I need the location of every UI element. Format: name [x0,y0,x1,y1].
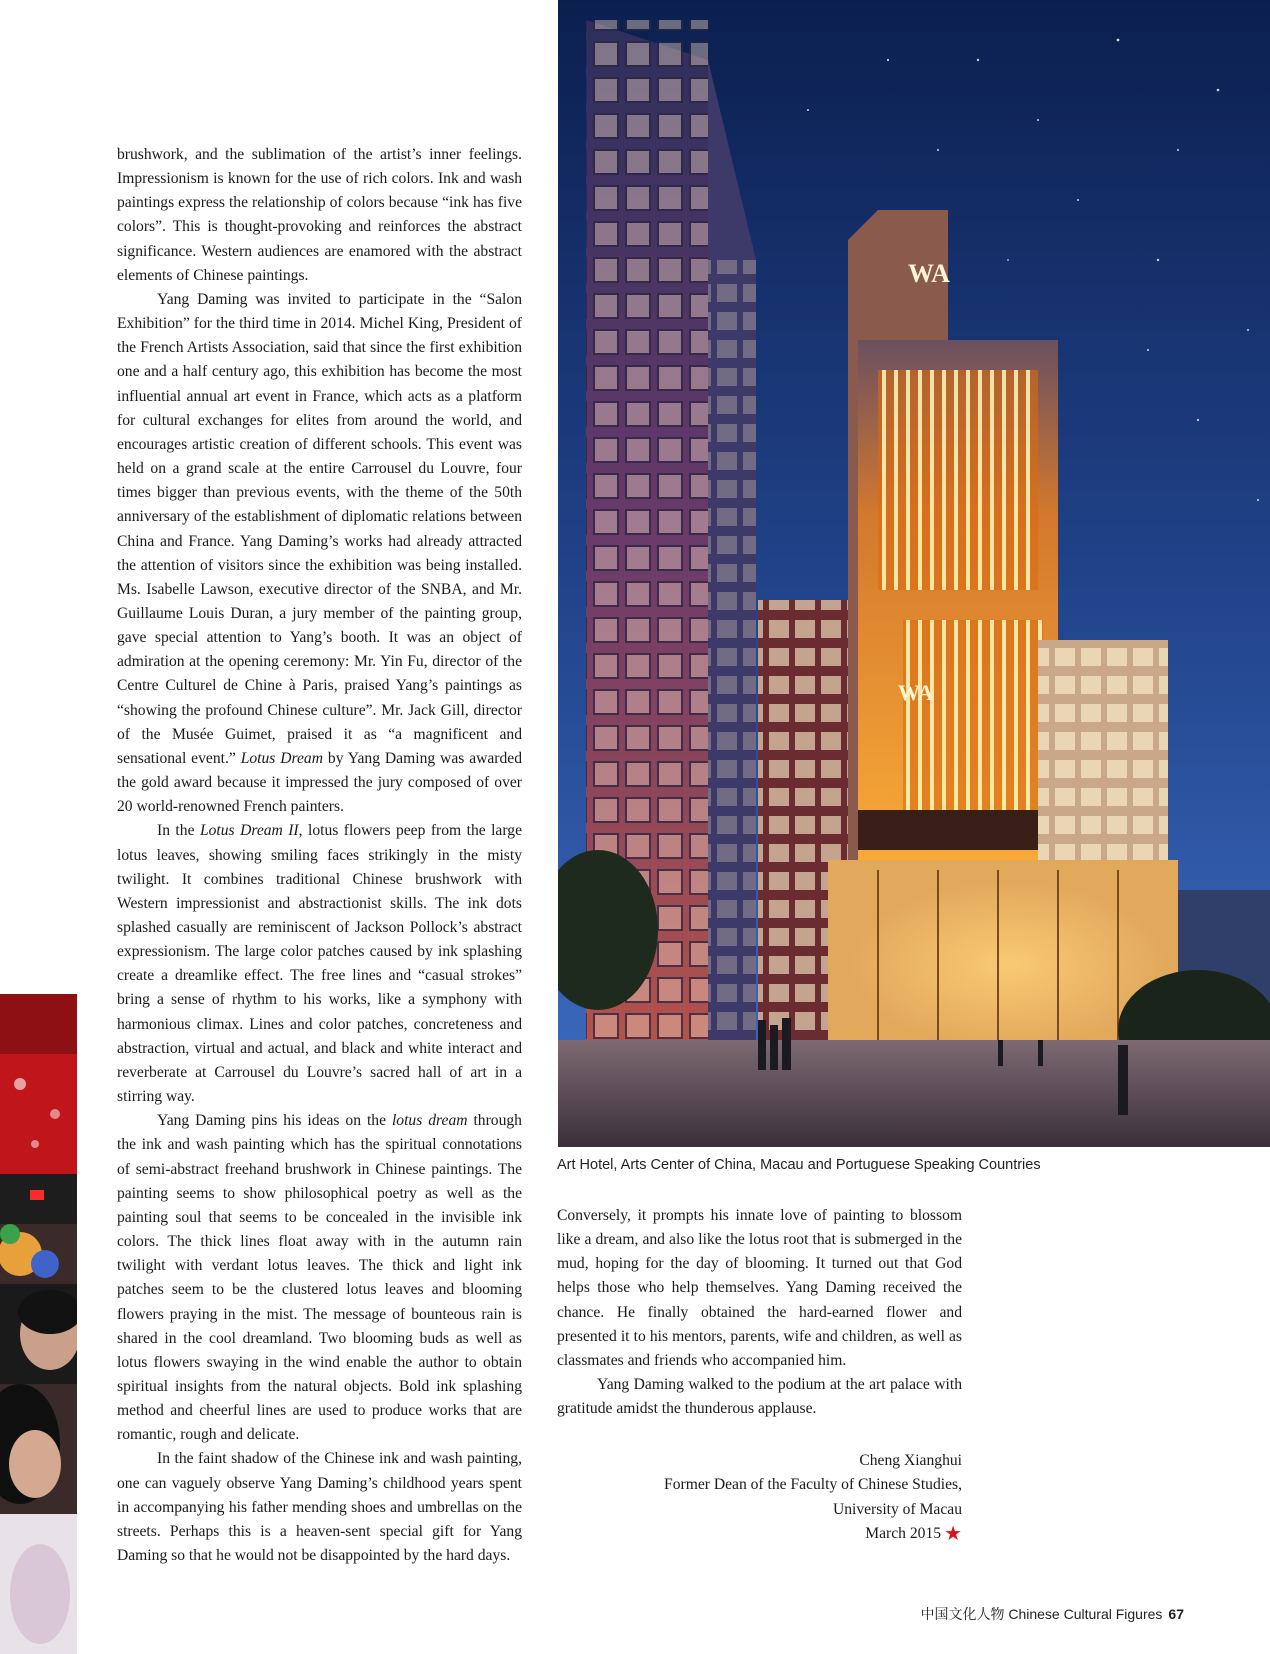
paragraph: Yang Daming was invited to participate in the “Salon Exhibition” for the third time in 2014. Michel King, President of the French Artists Association, said that since the first exhibition one and a half century ago, this exhibition has become the most influential annual art event in France, which acts as a platform for cultural exchanges for elites from around the world, and encourages artistic creation of different schools. This event was held on a grand scale at the entire Carrousel du Louvre, four times bigger than previous events, with the theme of the 50th anniversary of the establishment of diplomatic relations between China and France. Yang Daming’s works had already attracted the attention of visitors since the exhibition was being installed. Ms. Isabelle Lawson, executive director of the SNBA, and Mr. Guillaume Louis Duran, a jury member of the painting group, gave special attention to Yang’s booth. It was an object of admiration at the opening ceremony: Mr. Yin Fu, director of the Centre Culturel de Chine à Paris, praised Yang’s paintings as “showing the profound Chinese culture”. Mr. Jack Gill, director of the Musée Guimet, praised it as “a magnificent and sensational event.” Lotus Dream by Yang Daming was awarded the gold award because it impressed the jury composed of over 20 world-renowned French painters. [117,290,523,816]
hotel-sign-top: WA [908,259,950,288]
author-signature [557,1449,962,1546]
author-institution: University of Macau [832,1500,962,1518]
paragraph: Yang Daming walked to the podium at the art palace with gratitude amidst the thunderous applause. [557,1376,962,1418]
author-date-line [557,1522,962,1546]
paragraph: Yang Daming pins his ideas on the lotus dream through the ink and wash painting which has the spiritual connotations of semi-abstract freehand brushwork in Chinese paintings. The painting seems to show philosophical poetry as well as the painting soul that seems to be concealed in the invisible ink colors. The thick lines float away with in the autumn rain twilight with verdant lotus leaves. The thick and light ink patches seem to be the clustered lotus leaves and blooming flowers praying in the mist. The message of bounteous rain is shared in the cool dreamland. Two blooming buds as well as lotus flowers swaying in the wind enable the author to obtain spiritual insights from the natural objects. Bold ink splashing method and cheerful lines are used to produce works that are romantic, rough and delicate. [117,1112,522,1444]
author-name: Cheng Xianghui [859,1452,962,1469]
star-icon: ★ [944,1522,962,1545]
paragraph: In the faint shadow of the Chinese ink and wash painting, one can vaguely observe Yang Daming’s childhood years spent in accompanying his father mending shoes and umbrellas on the streets. Perhaps this is a heaven-sent special gift for Yang Daming so that he would not be disappointed by the hard days. [117,1450,522,1565]
page-footer [920,1604,1184,1624]
italic-title: Lotus Dream II [199,822,299,840]
paragraph: In the Lotus Dream II, lotus flowers peep from the large lotus leaves, showing smiling faces strikingly in the misty twilight. It combines traditional Chinese brushwork with Western impressionist and abstractionist skills. The ink dots splashed casually are reminiscent of Jackson Pollock’s abstract expressionism. The large color patches caused by ink splashing create a dreamlike effect. The free lines and “casual strokes” bring a sense of rhythm to his works, like a symphony with harmonious climax. Lines and color patches, concreteness and abstraction, virtual and actual, and black and white interact and reverberate at Carrousel du Louvre’s sacred hall of art in a stirring way. [117,822,522,1106]
photo-caption: Art Hotel, Arts Center of China, Macau and Portuguese Speaking Countries [557,1157,1041,1173]
paragraph: Conversely, it prompts his innate love of painting to blossom like a dream, and also like the lotus root that is submerged in the mud, hoping for the day of blooming. It turned out that God helps those who help themselves. Yang Daming received the chance. He finally obtained the hard-earned flower and presented it to his mentors, parents, wife and children, as well as classmates and friends who accompanied him. [557,1207,962,1369]
italic-title: Lotus Dream [240,749,323,767]
article-right-column [557,1204,962,1421]
author-title: Former Dean of the Faculty of Chinese Studies, [664,1476,962,1494]
page-number: 67 [1168,1606,1184,1622]
italic-title: lotus dream [391,1112,468,1130]
edge-photo-crowd [0,994,77,1654]
paragraph: brushwork, and the sublimation of the artist’s inner feelings. Impressionism is known for the use of rich colors. Ink and wash paintings express the relationship of colors because “ink has five colors”. This is thought-provoking and reinforces the abstract significance. Western audiences are enamored with the abstract elements of Chinese paintings. [117,146,522,284]
hotel-sign-middle: WA [898,680,934,705]
magazine-name: 中国文化人物 Chinese Cultural Figures [920,1606,1163,1622]
hotel-photo [558,0,1270,1147]
author-date: March 2015 [865,1524,942,1542]
article-left-column [117,143,522,1568]
